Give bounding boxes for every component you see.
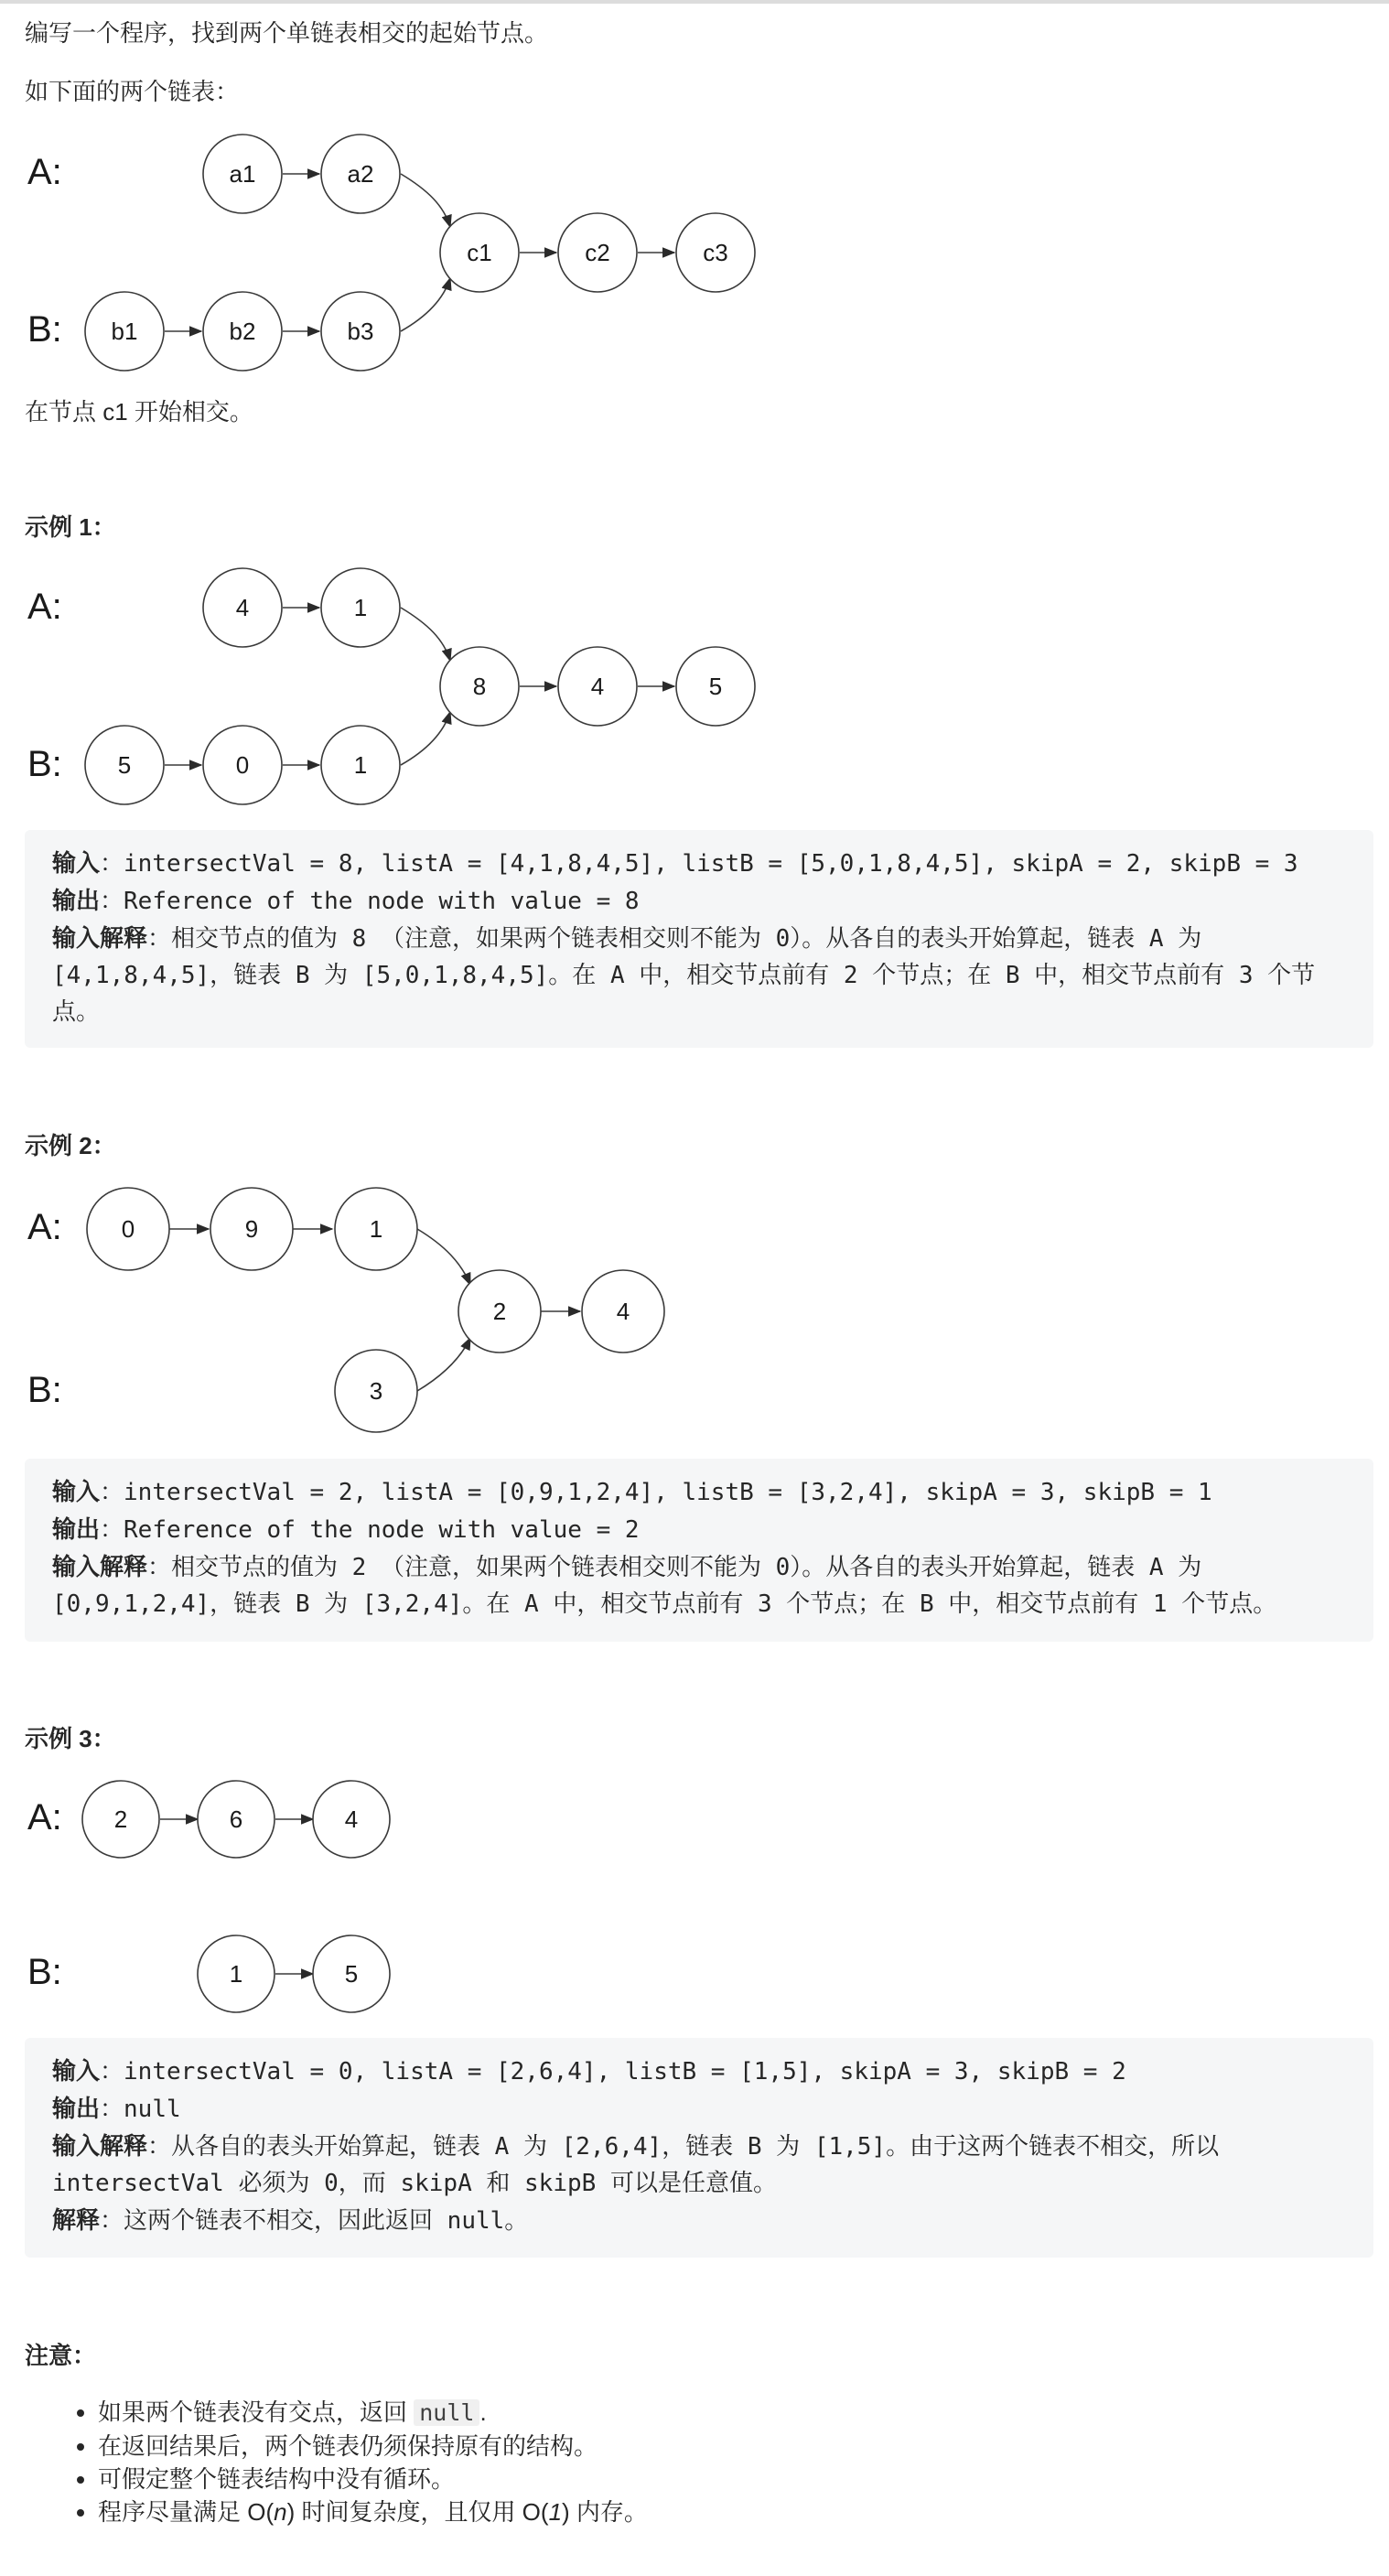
explain-line: [0,9,1,2,4]，链表 B 为 [3,2,4]。在 A 中，相交节点前有 3 个节点；在 B 中，相交节点前有 1 个节点。 [52,1590,1277,1618]
list-a-label: A: [27,587,62,627]
explain-line: 点。 [52,998,101,1026]
node-label: 3 [369,1377,383,1405]
node-label: 4 [344,1805,359,1833]
node-label: c1 [467,239,492,266]
node-label: b1 [111,318,138,345]
example-2-heading: 示例 2： [25,1132,116,1159]
node-label: a1 [229,160,256,188]
node-label: 5 [708,673,723,700]
node-label: 4 [616,1298,630,1325]
list-a-label: A: [27,1207,62,1247]
node-label: 2 [113,1805,128,1833]
node-label: 1 [353,751,368,779]
node-label: c3 [703,239,728,266]
example-3-code [25,2038,1373,2258]
input-line: 输入：intersectVal = 0, listA = [2,6,4], listB = [1,5], skipA = 3, skipB = 2 [52,2057,1126,2086]
explain-line: 输入解释：相交节点的值为 8 （注意，如果两个链表相交则不能为 0）。从各自的表头开始算起，链表 A 为 [52,924,1202,953]
list-item: • 程序尽量满足 O(n) 时间复杂度，且仅用 O(1) 内存。 [98,2495,648,2528]
extra-explain-line: 解释：这两个链表不相交，因此返回 null。 [52,2206,529,2235]
output-line: 输出：Reference of the node with value = 2 [52,1515,640,1544]
notes-heading: 注意： [25,2342,97,2369]
intro-line-2: 如下面的两个链表： [25,78,240,105]
node-label: 1 [353,594,368,621]
list-b-label: B: [27,744,62,784]
node-label: b3 [347,318,374,345]
node-label: 5 [117,751,132,779]
node-label: 0 [235,751,250,779]
node-label: b2 [229,318,256,345]
list-b-label: B: [27,1370,62,1410]
explain-line: [4,1,8,4,5]，链表 B 为 [5,0,1,8,4,5]。在 A 中，相交节点前有 2 个节点；在 B 中，相交节点前有 3 个节 [52,962,1316,989]
input-line: 输入：intersectVal = 2, listA = [0,9,1,2,4], listB = [3,2,4], skipA = 3, skipB = 1 [52,1478,1212,1506]
node-label: 1 [229,1960,243,1988]
list-b-label: B: [27,309,62,350]
intro-line-1: 编写一个程序，找到两个单链表相交的起始节点。 [25,19,549,47]
list-item: • 在返回结果后，两个链表仍须保持原有的结构。 [98,2430,648,2463]
output-line: 输出：Reference of the node with value = 8 [52,887,640,915]
node-label: a2 [347,160,374,188]
inline-code: null [414,2399,479,2426]
explain-line: intersectVal 必须为 0，而 skipA 和 skipB 可以是任意值。 [52,2170,777,2197]
explain-line: 输入解释：从各自的表头开始算起，链表 A 为 [2,6,4]，链表 B 为 [1,5]。由于这两个链表不相交，所以 [52,2132,1220,2161]
node-label: 0 [121,1215,135,1243]
example-3-heading: 示例 3： [25,1725,116,1752]
node-label: 4 [235,594,250,621]
list-item: • 如果两个链表没有交点，返回 null . [98,2396,648,2430]
node-label: 8 [472,673,487,700]
node-label: 1 [369,1215,383,1243]
node-label: 2 [492,1298,507,1325]
list-b-label: B: [27,1952,62,1992]
list-a-label: A: [27,1797,62,1838]
notes-list [25,2396,648,2528]
node-label: c2 [585,239,610,266]
intersection-note: 在节点 c1 开始相交。 [25,398,253,426]
explain-line: 输入解释：相交节点的值为 2 （注意，如果两个链表相交则不能为 0）。从各自的表头开始算起，链表 A 为 [52,1553,1202,1581]
node-label: 4 [590,673,605,700]
list-a-label: A: [27,152,62,192]
node-label: 9 [244,1215,259,1243]
example-1-heading: 示例 1： [25,513,116,541]
output-line: 输出：null [52,2095,181,2123]
node-label: 5 [344,1960,359,1988]
node-label: 6 [229,1805,243,1833]
list-item: • 可假定整个链表结构中没有循环。 [98,2463,648,2495]
input-line: 输入：intersectVal = 8, listA = [4,1,8,4,5], listB = [5,0,1,8,4,5], skipA = 2, skipB = 3 [52,849,1298,878]
